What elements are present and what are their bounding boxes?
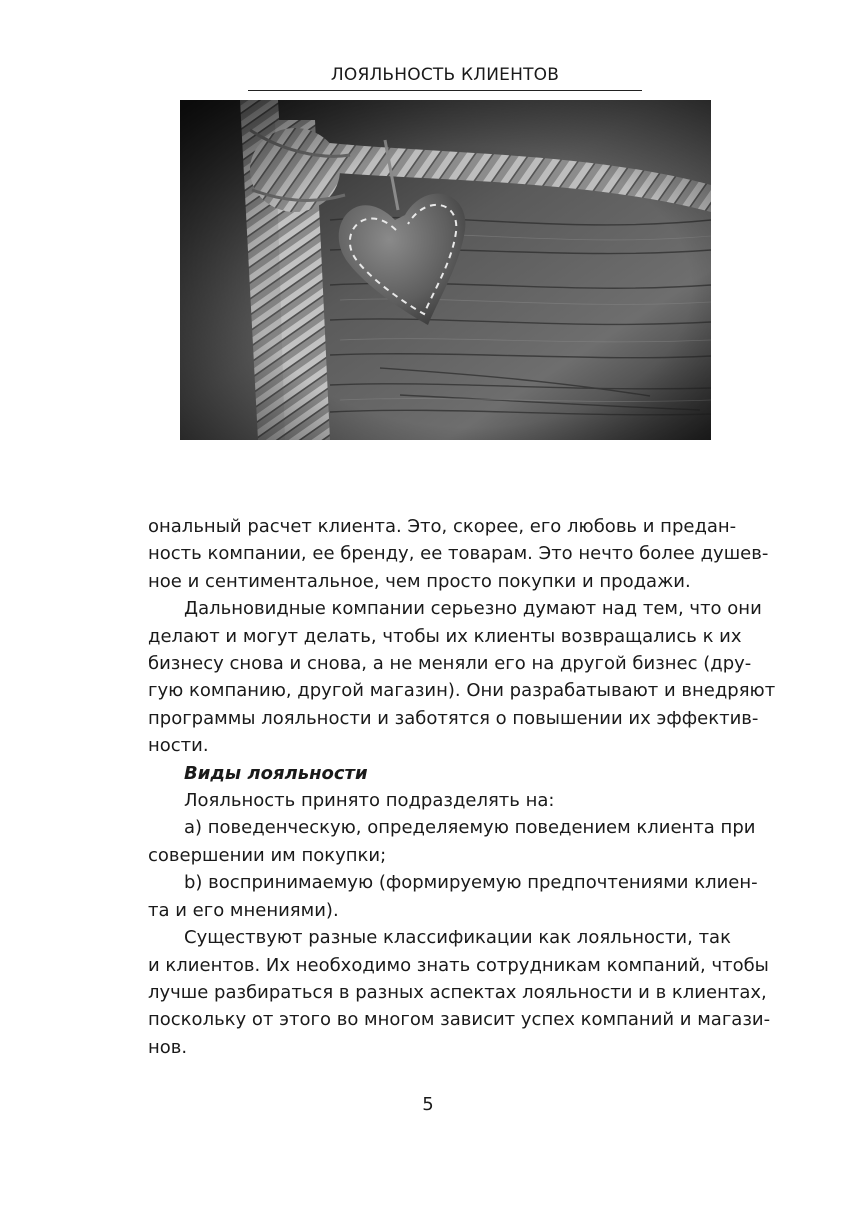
text-line: ональный расчет клиента. Это, скорее, его любовь и предан- — [148, 516, 737, 537]
body-text — [148, 513, 776, 1061]
text-line: ность компании, ее бренду, ее товарам. Это нечто более душев- — [148, 543, 769, 565]
text-line: совершении им покупки; — [148, 844, 387, 866]
running-header: ЛОЯЛЬНОСТЬ КЛИЕНТОВ — [330, 65, 560, 85]
text-line: ное и сентиментальное, чем просто покупки и продажи. — [148, 570, 691, 592]
page-number: 5 — [422, 1094, 434, 1115]
text-line: лучше разбираться в разных аспектах лояльности и в клиентах, — [148, 981, 767, 1003]
photo-illustration — [180, 100, 711, 440]
text-line: та и его мнениями). — [148, 899, 339, 921]
heart-on-rope-photo — [180, 100, 711, 440]
list-item-a: а) поведенческую, определяемую поведением клиента при — [184, 817, 756, 839]
list-item-b: b) воспринимаемую (формируемую предпочтениями клиен- — [184, 872, 758, 894]
text-line: гую компанию, другой магазин). Они разрабатывают и внедряют — [148, 680, 776, 702]
section-heading: Виды лояльности — [184, 762, 368, 784]
header-rule — [248, 90, 642, 91]
paragraph-start: Лояльность принято подразделять на: — [184, 790, 555, 812]
paragraph-start: Существуют разные классификации как лояльности, так — [184, 927, 731, 949]
text-line: нов. — [148, 1036, 188, 1058]
text-line: бизнесу снова и снова, а не меняли его на другой бизнес (дру- — [148, 653, 752, 675]
paragraph-start: Дальновидные компании серьезно думают над тем, что они — [184, 598, 762, 620]
text-line: делают и могут делать, чтобы их клиенты возвращались к их — [148, 625, 742, 647]
text-line: ности. — [148, 735, 209, 757]
text-line: программы лояльности и заботятся о повышении их эффектив- — [148, 707, 759, 729]
text-line: и клиентов. Их необходимо знать сотрудникам компаний, чтобы — [148, 954, 769, 976]
text-line: поскольку от этого во многом зависит успех компаний и магази- — [148, 1009, 771, 1031]
